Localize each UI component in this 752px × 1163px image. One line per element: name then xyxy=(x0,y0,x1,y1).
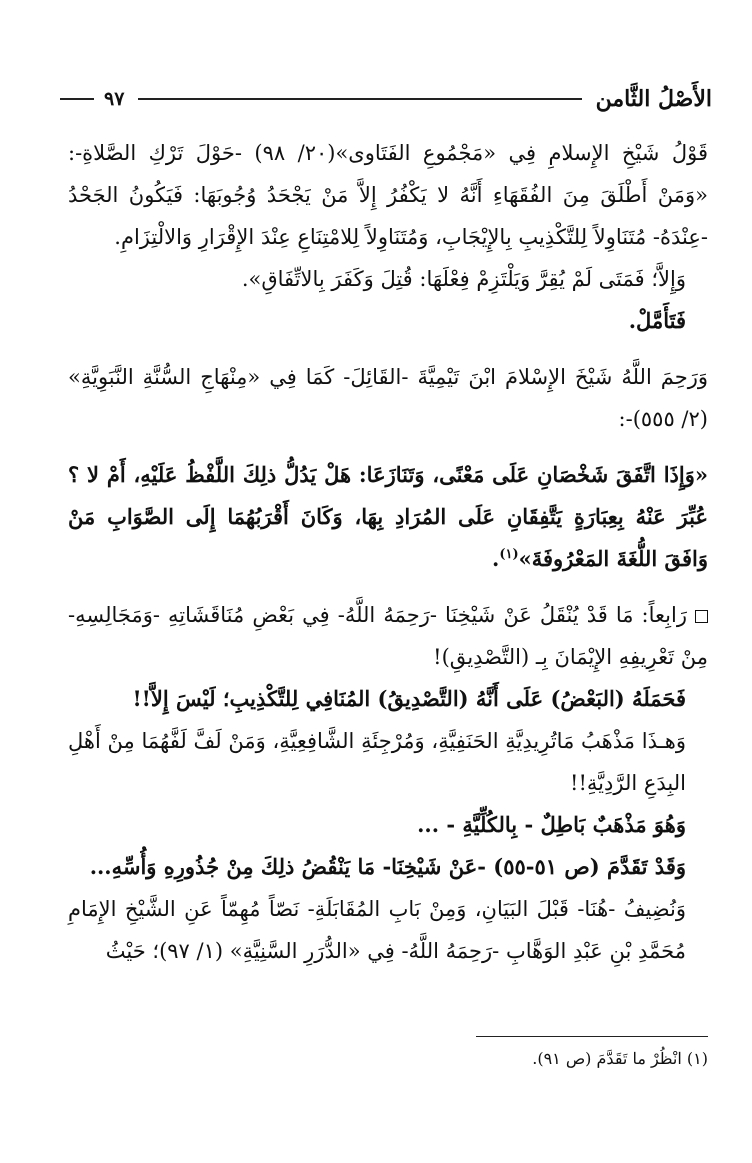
section-paragraph xyxy=(68,594,708,678)
paragraph: وَهـذَا مَذْهَبُ مَاتُرِيدِيَّةِ الحَنَفِيَّةِ، وَمُرْجِئَةِ الشَّافِعِيَّةِ، وَمَنْ لَفَّ لَفَّهُمَا مِنْ أَهْلِ البِدَعِ الرَّدِيَّةِ!! xyxy=(68,729,686,795)
paragraph: وَهُوَ مَذْهَبٌ بَاطِلٌ - بِالكُلِّيَّةِ - ... xyxy=(417,812,686,837)
quote-end: . xyxy=(492,546,500,571)
chapter-title: الأَصْلُ الثَّامن xyxy=(595,86,712,112)
quote-text: «وَإِذَا اتَّفَقَ شَخْصَانِ عَلَى مَعْنًى، وَتَنَازَعَا: هَلْ يَدُلُّ ذلِكَ اللَّفْظُ عَلَيْهِ، أَمْ لا ؟ عُبِّرَ عَنْهُ بِعِبَارَةٍ يَتَّفِقَانِ عَلَى المُرَادِ بِهَا، وَكَانَ أَقْرَبُهُمَا إِلَى الصَّوَابِ مَنْ وَافَقَ اللُّغَةَ المَعْرُوفَةَ» xyxy=(68,462,708,571)
footnote-separator xyxy=(476,1036,708,1037)
footnote-reference: (١) xyxy=(499,547,519,562)
main-text xyxy=(68,132,708,972)
running-header xyxy=(60,84,712,114)
header-rule xyxy=(138,98,581,100)
header-rule-short xyxy=(60,98,94,100)
footnote: (١) انْظُرْ ما تَقَدَّمَ (ص ٩١). xyxy=(532,1049,708,1068)
paragraph: فَحَمَلَهُ (البَعْضُ) عَلَى أَنَّهُ (التَّصْدِيقُ) المُنَافِي لِلتَّكْذِيبِ؛ لَيْسَ إِلاَّ!! xyxy=(132,686,686,711)
paragraph: وَنُضِيفُ -هُنَا- قَبْلَ البَيَانِ، وَمِنْ بَابِ المُقَابَلَةِ- نَصّاً مُهِمّاً عَنِ الشَّيْخِ الإِمَامِ مُحَمَّدِ بْنِ عَبْدِ الوَهَّابِ -رَحِمَهُ اللَّهُ- فِي «الدُّرَرِ السَّنِيَّةِ» (١/ ٩٧)؛ حَيْثُ xyxy=(68,897,686,963)
paragraph: فَتَأَمَّلْ. xyxy=(628,308,686,333)
paragraph: قَوْلُ شَيْخِ الإِسلامِ فِي «مَجْمُوعِ الفَتَاوى»(٢٠/ ٩٨) -حَوْلَ تَرْكِ الصَّلاةِ-: «وَمَنْ أَطْلَقَ مِنَ الفُقَهَاءِ أَنَّهُ لا يَكْفُرُ إِلاَّ مَنْ يَجْحَدُ وُجُوبَهَا: فَيَكُونُ الجَحْدُ -عِنْدَهُ- مُتَنَاوِلاً لِلتَّكْذِيبِ بِالإِيْجَابِ، وَمُتَنَاوِلاً لِلامْتِنَاعِ عِنْدَ الإِقْرَارِ وَالالْتِزَامِ. xyxy=(68,141,708,249)
paragraph: وَقَدْ تَقَدَّمَ (ص ٥١-٥٥) -عَنْ شَيْخِنَا- مَا يَنْقُضُ ذلِكَ مِنْ جُذُورِهِ وَأُسِّهِ... xyxy=(89,854,686,879)
paragraph: وَرَحِمَ اللَّهُ شَيْخَ الإِسْلامَ ابْنَ تَيْمِيَّةَ -القَائِلَ- كَمَا فِي «مِنْهَاجِ السُّنَّةِ النَّبَوِيَّةِ» (٢/ ٥٥٥)-: xyxy=(68,365,708,431)
quote-paragraph xyxy=(68,454,708,580)
square-bullet-icon xyxy=(695,610,708,623)
section-text: رَابِعاً: مَا قَدْ يُنْقَلُ عَنْ شَيْخِنَا -رَحِمَهُ اللَّهُ- فِي بَعْضِ مُنَاقَشَاتِهِ -وَمَجَالِسِهِ- مِنْ تَعْرِيفِهِ الإِيْمَانَ بِـ (التَّصْدِيقِ)! xyxy=(68,603,708,669)
paragraph: وَإِلاَّ؛ فَمَتَى لَمْ يُقِرَّ وَيَلْتَزِمْ فِعْلَهَا: قُتِلَ وَكَفَرَ بِالاتِّفَاقِ». xyxy=(241,267,686,291)
page-number: ٩٧ xyxy=(104,88,125,110)
